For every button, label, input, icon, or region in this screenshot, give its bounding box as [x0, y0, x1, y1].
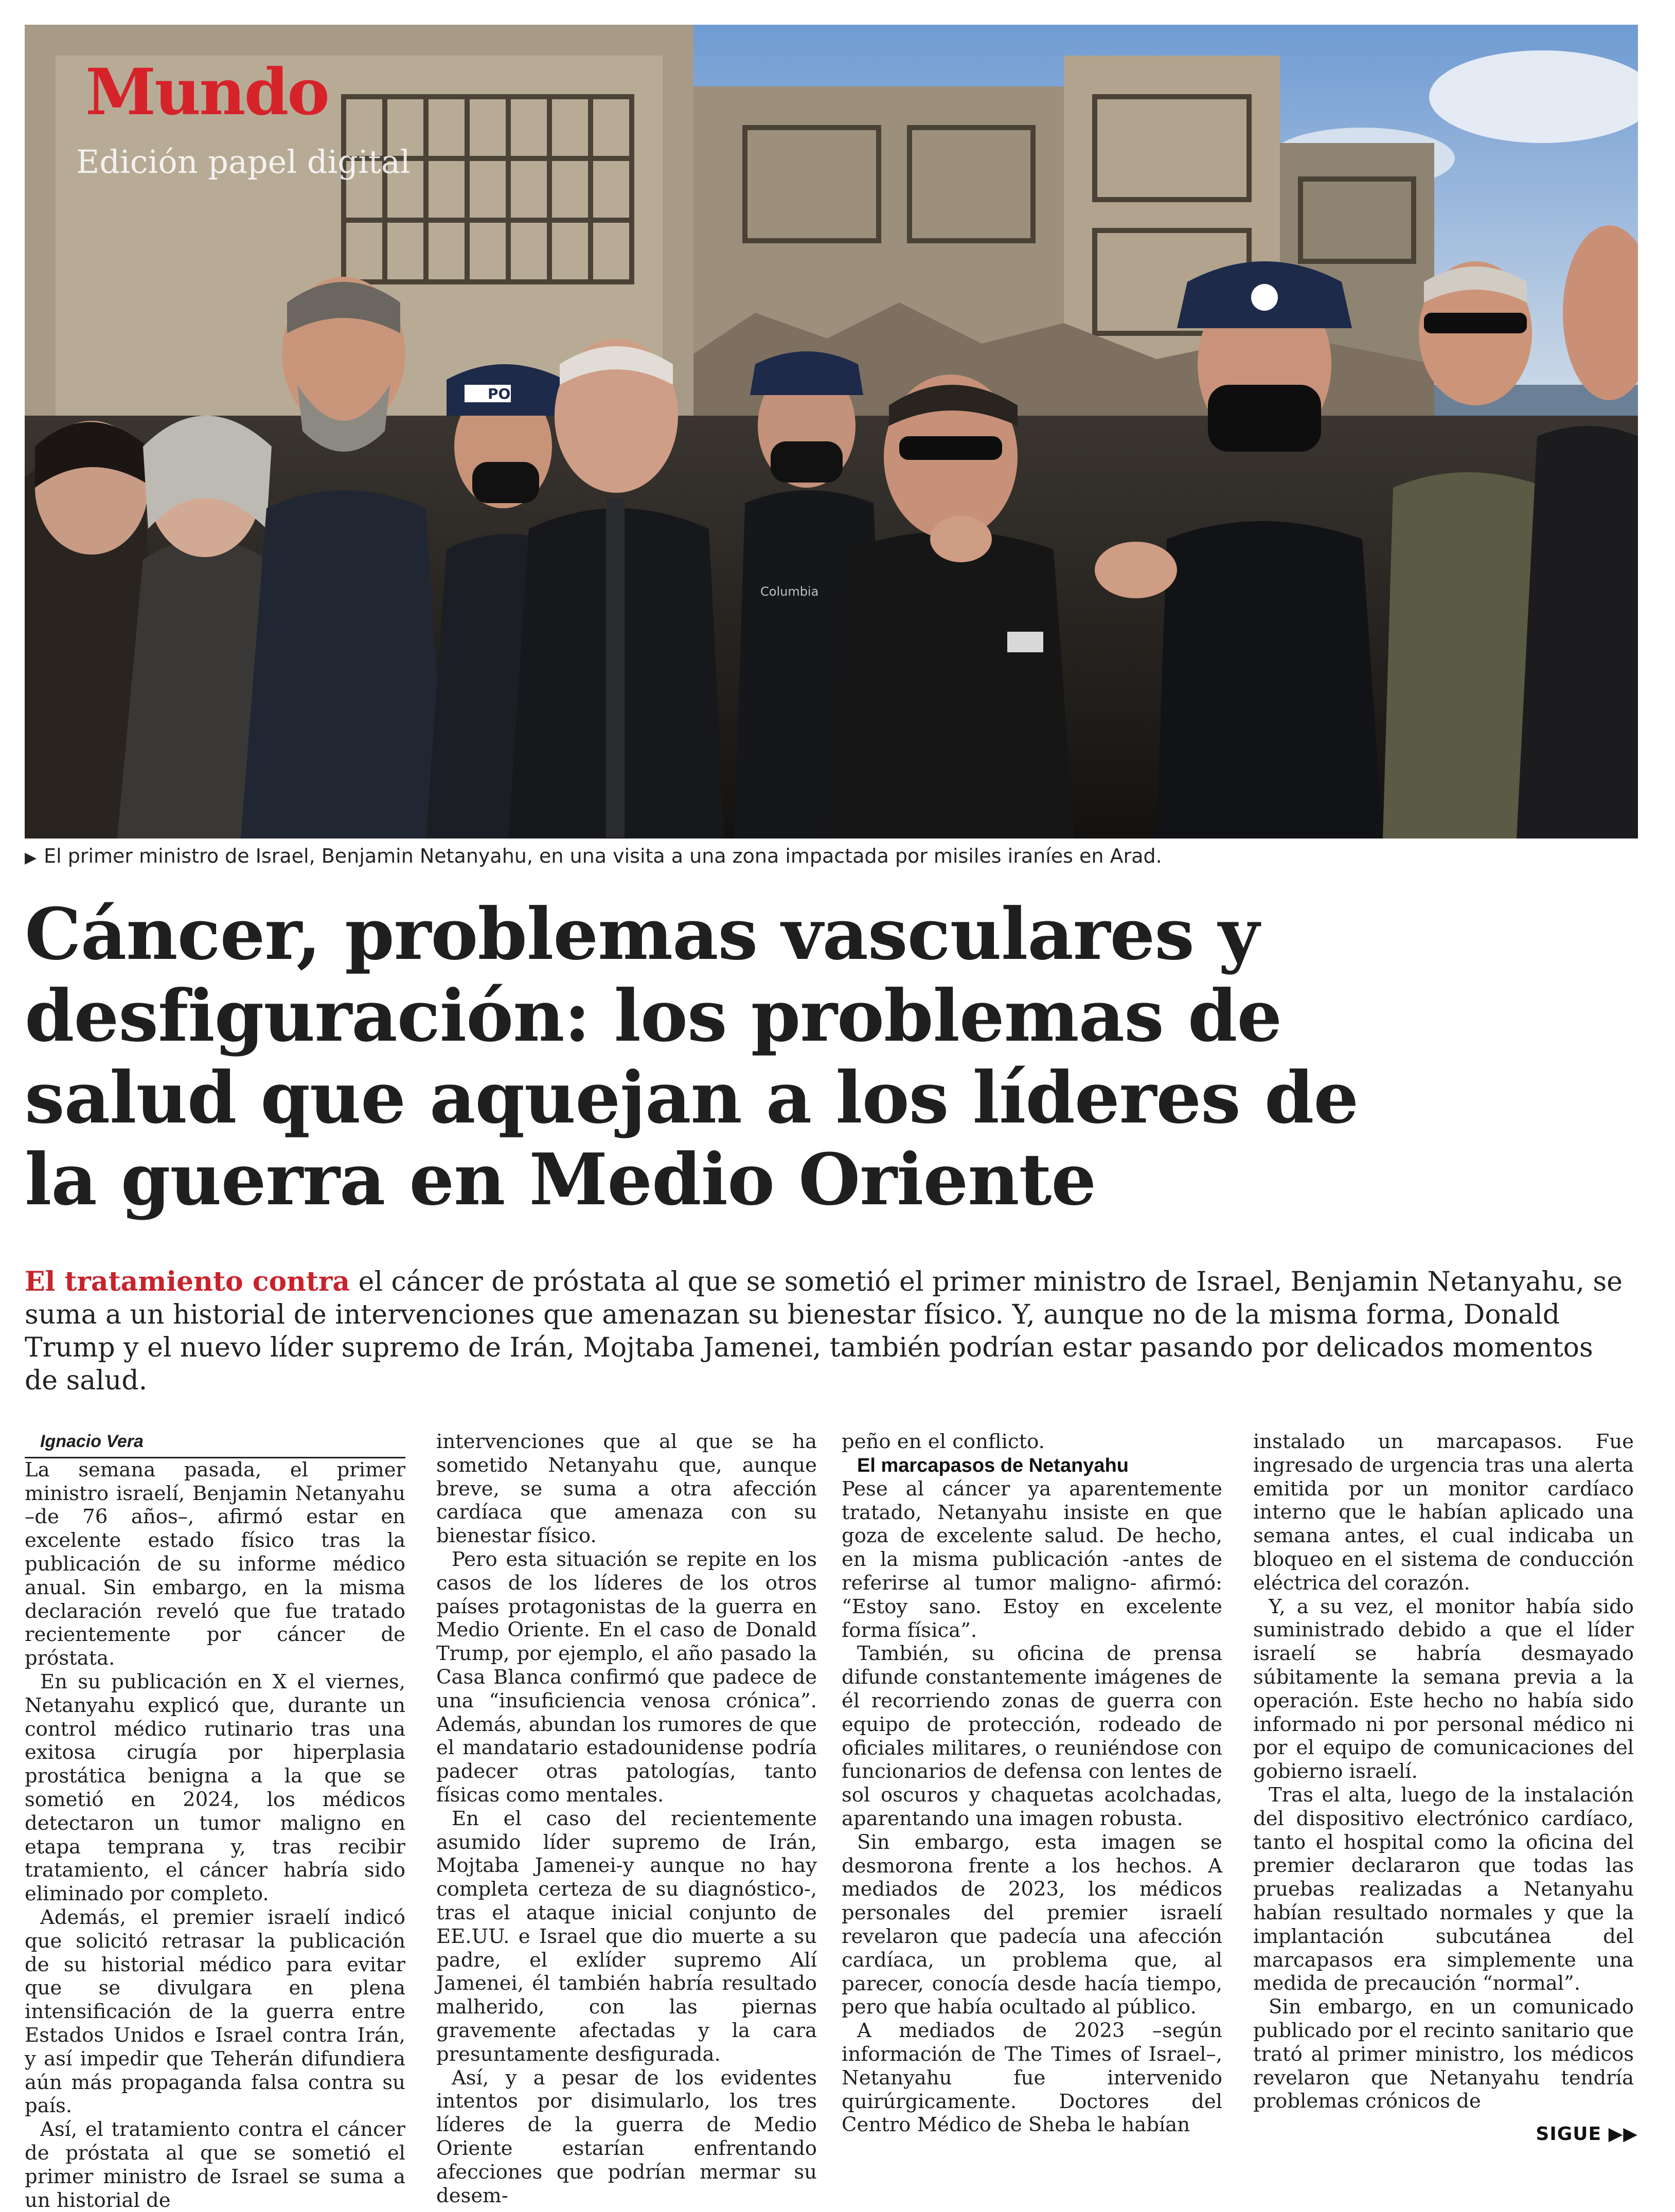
- lead-text: el cáncer de próstata al que se sometió el primer ministro de Israel, Benjamin Netanyahu, se suma a un historial de intervenciones que amenazan su bienestar físico. Y, aunque no de la misma forma, Donald Trump y el nuevo líder supremo de Irán, Mojtaba Jamenei, también podrían estar pasando por delicados momentos de salud.: [25, 1266, 1623, 1396]
- body-paragraph: También, su oficina de prensa difunde constantemente imágenes de él recorriendo zonas de guerra con equipo de protección, rodeado de oficiales militares, o reuniéndose con funcionarios de defensa con lentes de sol oscuros y chaquetas acolchadas, aparentando una imagen robusta.: [842, 1642, 1222, 1830]
- column-3: [842, 1430, 1222, 2137]
- caption-arrow-icon: ▶: [25, 849, 37, 867]
- jacket-brand-text: Columbia: [760, 584, 819, 599]
- lead-photo: [25, 25, 1638, 839]
- body-paragraph: Tras el alta, luego de la instalación del dispositivo electrónico cardíaco, tanto el hospital como la oficina del premier declararon que todas las pruebas realizadas a Netanyahu habían resultado normales y que la implantación subcutánea del marcapasos era simplemente una medida de precaución “normal”.: [1253, 1783, 1634, 1995]
- body-paragraph: A mediados de 2023 –según información de The Times of Israel–, Netanyahu fue intervenido quirúrgicamente. Doctores del Centro Médico de Sheba le habían: [842, 2019, 1222, 2137]
- body-paragraph: En su publicación en X el viernes, Netanyahu explicó que, durante un control médico rutinario tras una exitosa cirugía por hiperplasia prostática benigna a la que se sometió en 2024, los médicos detectaron un tumor maligno en etapa temprana y, tras recibir tratamiento, el cáncer habría sido eliminado por completo.: [25, 1670, 405, 1906]
- body-paragraph: Además, el premier israelí indicó que solicitó retrasar la publicación de su historial médico para evitar que se divulgara en plena intensificación de la guerra entre Estados Unidos e Israel contra Irán, y así impedir que Teherán difundiera aún más propaganda falsa contra su país.: [25, 1905, 405, 2118]
- body-paragraph: La semana pasada, el primer ministro israelí, Benjamin Netanyahu –de 76 años–, afirmó estar en excelente estado físico tras la publicación de su informe médico anual. Sin embargo, en la misma declaración reveló que fue tratado recientemente por cáncer de próstata.: [25, 1458, 405, 1670]
- photo-caption: [25, 844, 1638, 869]
- edition-label: Edición papel digital: [76, 143, 411, 181]
- body-paragraph: En el caso del recientemente asumido líder supremo de Irán, Mojtaba Jamenei-y aunque no hay completa certeza de su diagnóstico-, tras el ataque inicial conjunto de EE.UU. e Israel que dio muerte a su padre, el exlíder supremo Alí Jamenei, él también habría resultado malherido, con las piernas gravemente afectadas y la cara presuntamente desfigurada.: [436, 1807, 817, 2066]
- lead-highlight: El tratamiento contra: [25, 1266, 350, 1297]
- body-paragraph: Así, y a pesar de los evidentes intentos por disimularlo, los tres líderes de la guerra de Medio Oriente estarían enfrentando afecciones que podrían mermar su desem-: [436, 2066, 817, 2207]
- caption-text: El primer ministro de Israel, Benjamin Netanyahu, en una visita a una zona impactada por misiles iraníes en Arad.: [44, 845, 1162, 867]
- column-2: [436, 1430, 817, 2207]
- headline: Cáncer, problemas vasculares y desfiguración: los problemas de salud que aquejan a los líderes de la guerra en Medio Oriente: [25, 892, 1359, 1221]
- body-paragraph: Así, el tratamiento contra el cáncer de próstata al que se sometió el primer ministro de Israel se suma a un historial de: [25, 2118, 405, 2212]
- section-label: Mundo: [85, 55, 328, 130]
- column-1: [25, 1430, 405, 2212]
- body-paragraph: peño en el conflicto.: [842, 1430, 1045, 1453]
- lead-paragraph: [25, 1265, 1630, 1397]
- body-paragraph: Pero esta situación se repite en los casos de los líderes de los otros países protagonistas de la guerra en Medio Oriente. En el caso de Donald Trump, por ejemplo, el año pasado la Casa Blanca confirmó que padece de una “insuficiencia venosa crónica”. Además, abundan los rumores de que el mandatario estadounidense podría padecer otras patologías, tanto físicas como mentales.: [436, 1547, 817, 1807]
- byline: Ignacio Vera: [25, 1430, 405, 1458]
- police-cap-text: POLICE: [488, 385, 546, 402]
- column-4: [1253, 1430, 1634, 2113]
- body-paragraph: Y, a su vez, el monitor había sido suministrado debido a que el líder israelí se habría desmayado súbitamente la semana previa a la operación. Este hecho no había sido informado ni por personal médico ni por el equipo de comunicaciones del gobierno israelí.: [1253, 1595, 1634, 1783]
- body-paragraph: instalado un marcapasos. Fue ingresado de urgencia tras una alerta emitida por un monitor cardíaco interno que le habían aplicado una semana antes, el cual indicaba un bloqueo en el sistema de conducción eléctrica del corazón.: [1253, 1430, 1634, 1595]
- body-paragraph: Sin embargo, en un comunicado publicado por el recinto sanitario que trató al primer ministro, los médicos revelaron que Netanyahu tendría problemas crónicos de: [1253, 1995, 1634, 2113]
- subhead: El marcapasos de Netanyahu: [857, 1454, 1129, 1476]
- continues-marker: SIGUE ▶▶: [1536, 2124, 1638, 2145]
- body-paragraph: intervenciones que al que se ha sometido Netanyahu que, aunque breve, se suma a otra afección cardíaca que amenaza con su bienestar físico.: [436, 1430, 817, 1548]
- body-paragraph: Sin embargo, esta imagen se desmorona frente a los hechos. A mediados de 2023, los médicos personales del premier israelí revelaron que padecía una afección cardíaca, un problema que, al parecer, conocía desde hacía tiempo, pero que había ocultado al público.: [842, 1830, 1222, 2019]
- body-paragraph: Pese al cáncer ya aparentemente tratado, Netanyahu insiste en que goza de excelente salud. De hecho, en la misma publicación -antes de referirse al tumor maligno- afirmó: “Estoy sano. Estoy en excelente forma física”.: [842, 1477, 1222, 1642]
